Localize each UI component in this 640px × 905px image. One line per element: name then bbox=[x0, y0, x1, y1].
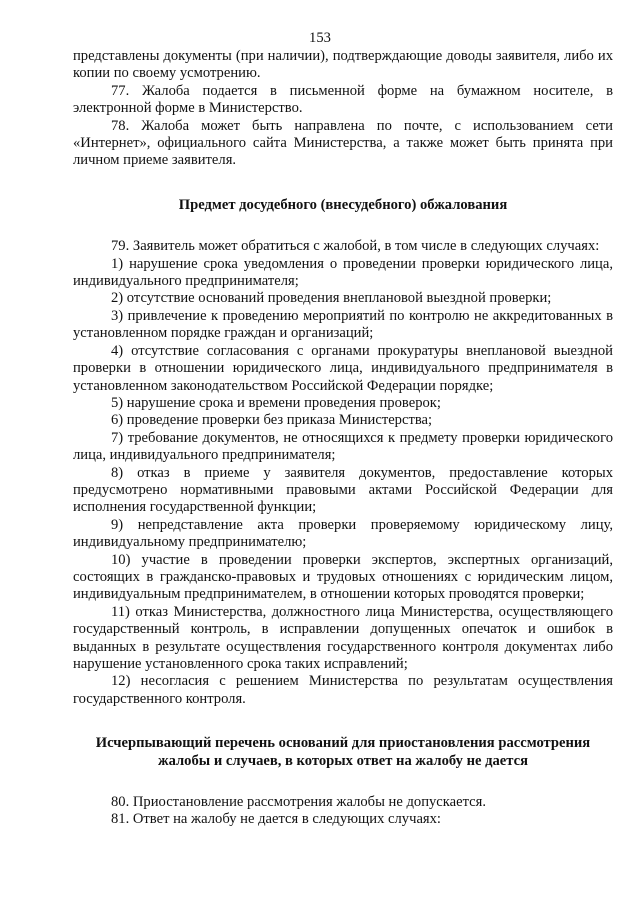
document-body bbox=[73, 48, 613, 829]
case-item-5: 5) нарушение срока и времени проведения проверок; bbox=[111, 394, 441, 411]
paragraph-78: 78. Жалоба может быть направлена по почте, с использованием сети «Интернет», официального сайта Министерства, а также может быть принята при личном приеме заявителя. bbox=[73, 117, 613, 169]
case-item-10: 10) участие в проведении проверки экспертов, экспертных организаций, состоящих в гражданско-правовых и трудовых отношениях с юридическим лицом, индивидуальным предпринимателем, в отношении которых проводятся проверки; bbox=[73, 551, 613, 603]
case-item-1: 1) нарушение срока уведомления о проведении проверки юридического лица, индивидуального предпринимателя; bbox=[73, 255, 613, 290]
case-item-2: 2) отсутствие оснований проведения внеплановой выездной проверки; bbox=[111, 290, 552, 307]
case-item-12: 12) несогласия с решением Министерства по результатам осуществления государственного контроля. bbox=[73, 673, 613, 707]
case-item-7: 7) требование документов, не относящихся к предмету проверки юридического лица, индивидуального предпринимателя; bbox=[73, 429, 613, 464]
case-item-4: 4) отсутствие согласования с органами прокуратуры внеплановой выездной проверки в отношении юридического лица, индивидуального предпринимателя в установленном законодательством Российской Федерации порядке; bbox=[73, 342, 613, 394]
case-item-11: 11) отказ Министерства, должностного лица Министерства, осуществляющего государственный контроль, в исправлении допущенных опечаток и ошибок в выданных в результате осуществления государственного контроля документах либо нарушение установленного срока таких исправлений; bbox=[73, 603, 613, 672]
case-item-3: 3) привлечение к проведению мероприятий по контролю не аккредитованных в установленном порядке граждан и организаций; bbox=[73, 307, 613, 342]
paragraph-79: 79. Заявитель может обратиться с жалобой, в том числе в следующих случаях: bbox=[111, 238, 600, 255]
section-heading-subject: Предмет досудебного (внесудебного) обжалования bbox=[178, 196, 508, 213]
paragraph-81: 81. Ответ на жалобу не дается в следующих случаях: bbox=[111, 811, 441, 828]
paragraph-intro: представлены документы (при наличии), подтверждающие доводы заявителя, либо их копии по своему усмотрению. bbox=[73, 48, 613, 82]
page-number: 153 bbox=[309, 30, 331, 46]
section-heading-grounds: Исчерпывающий перечень оснований для приостановления рассмотрения жалобы и случаев, в которых ответ на жалобу не дается bbox=[95, 735, 591, 769]
case-item-6: 6) проведение проверки без приказа Министерства; bbox=[111, 412, 433, 429]
paragraph-77: 77. Жалоба подается в письменной форме на бумажном носителе, в электронной форме в Министерство. bbox=[73, 82, 613, 117]
case-item-8: 8) отказ в приеме у заявителя документов, предоставление которых предусмотрено нормативными правовыми актами Российской Федерации для исполнения государственной функции; bbox=[73, 464, 613, 516]
paragraph-80: 80. Приостановление рассмотрения жалобы не допускается. bbox=[111, 794, 487, 811]
case-item-9: 9) непредставление акта проверки проверяемому юридическому лицу, индивидуальному предпринимателю; bbox=[73, 516, 613, 551]
